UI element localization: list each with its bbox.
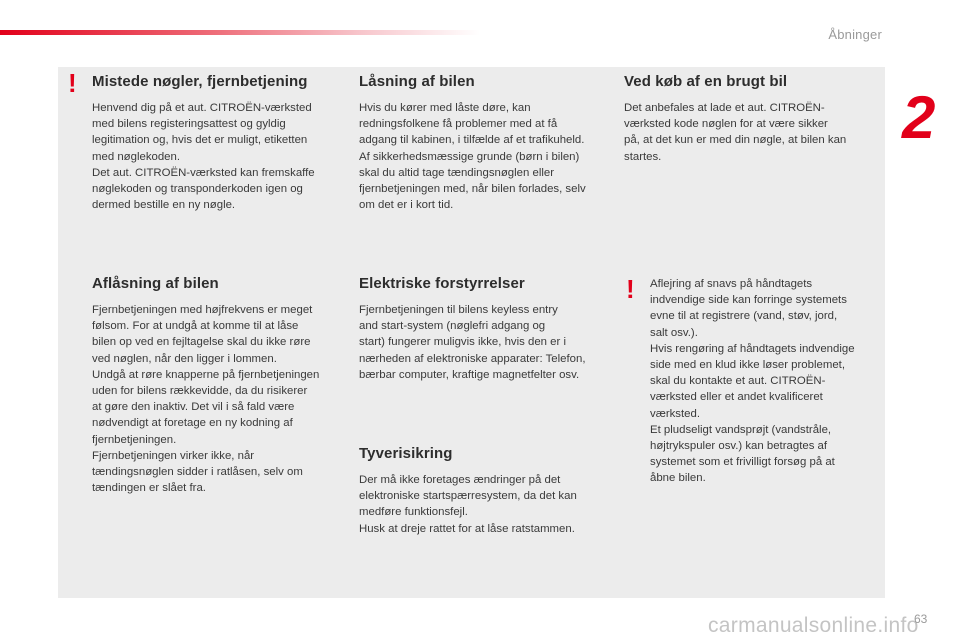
section-body: Henvend dig på et aut. CITROËN-værksted med bilens registeringsattest og gyldig legitimation og, hvis det er muligt, etiketten med nøglekoden. Det aut. CITROËN-værksted kan fremskaffe nøglekoden og transponderkoden igen og dermed bestille en ny nøgle. [92, 102, 315, 212]
section-body: Hvis du kører med låste døre, kan redningsfolkene få problemer med at få adgang til kabinen, i tilfælde af et trafikuheld. Af sikkerhedsmæssige grunde (børn i bilen) skal du altid tage tændingsnøglen eller fjernbetjeningen med, når bilen forlades, selv om det er i kort tid. [359, 102, 586, 212]
page-number: 63 [914, 612, 928, 626]
header-accent-bar [0, 30, 480, 35]
section-title: Aflåsning af bilen [92, 275, 219, 292]
section-body: Der må ikke foretages ændringer på det elektroniske startspærresystem, da det kan medføre funktionsfejl. Husk at dreje rattet for at låse ratstammen. [359, 474, 577, 535]
warning-icon: ! [626, 274, 635, 304]
section-header-title: Åbninger [828, 27, 882, 42]
section-body: Aflejring af snavs på håndtagets indvendige side kan forringe systemets evne til at registrere (vand, støv, jord, salt osv.). Hvis rengøring af håndtagets indvendige side med en klud ikke løser problemet, skal du kontakte et aut. CITROËN- værksted eller et andet kvalificeret værksted. Et pludseligt vandsprøjt (vandstråle, højtrykspuler osv.) kan betragtes af systemet som et frivilligt forsøg på at åbne bilen. [650, 278, 855, 485]
section-body: Det anbefales at lade et aut. CITROËN- værksted kode nøglen for at være sikker på, at det kun er med din nøgle, at bilen kan startes. [624, 102, 847, 163]
section-electrical-interference [359, 275, 614, 383]
warning-icon: ! [68, 68, 77, 98]
section-used-car [624, 73, 879, 165]
section-dirt-warning [650, 276, 882, 487]
section-title: Tyverisikring [359, 445, 453, 462]
section-locking [359, 73, 614, 213]
section-body: Fjernbetjeningen til bilens keyless entry and start-system (nøglefri adgang og start) fungerer muligvis ikke, hvis den er i nærheden af elektroniske apparater: Telefon, bærbar computer, kraftige magnetfelter osv. [359, 304, 586, 381]
section-body: Fjernbetjeningen med højfrekvens er meget følsom. For at undgå at komme til at låse bilen op ved en fejltagelse skal du ikke røre ved nøglen, når den ligger i lommen. Undgå at røre knapperne på fjernbetjeningen uden for bilens rækkevidde, da du risikerer at gøre den inaktiv. Det vil i så fald være nødvendigt at foretage en ny kodning af fjernbetjeningen. Fjernbetjeningen virker ikke, når tændingsnøglen sidder i ratlåsen, selv om tændingen er slået fra. [92, 304, 320, 495]
section-lost-keys [92, 73, 347, 213]
section-unlocking [92, 275, 347, 496]
section-anti-theft [359, 445, 614, 537]
watermark-text: carmanualsonline.info [708, 614, 919, 637]
section-title: Mistede nøgler, fjernbetjening [92, 73, 308, 90]
section-title: Elektriske forstyrrelser [359, 275, 525, 292]
section-title: Låsning af bilen [359, 73, 475, 90]
chapter-number: 2 [902, 84, 936, 151]
section-title: Ved køb af en brugt bil [624, 73, 788, 90]
